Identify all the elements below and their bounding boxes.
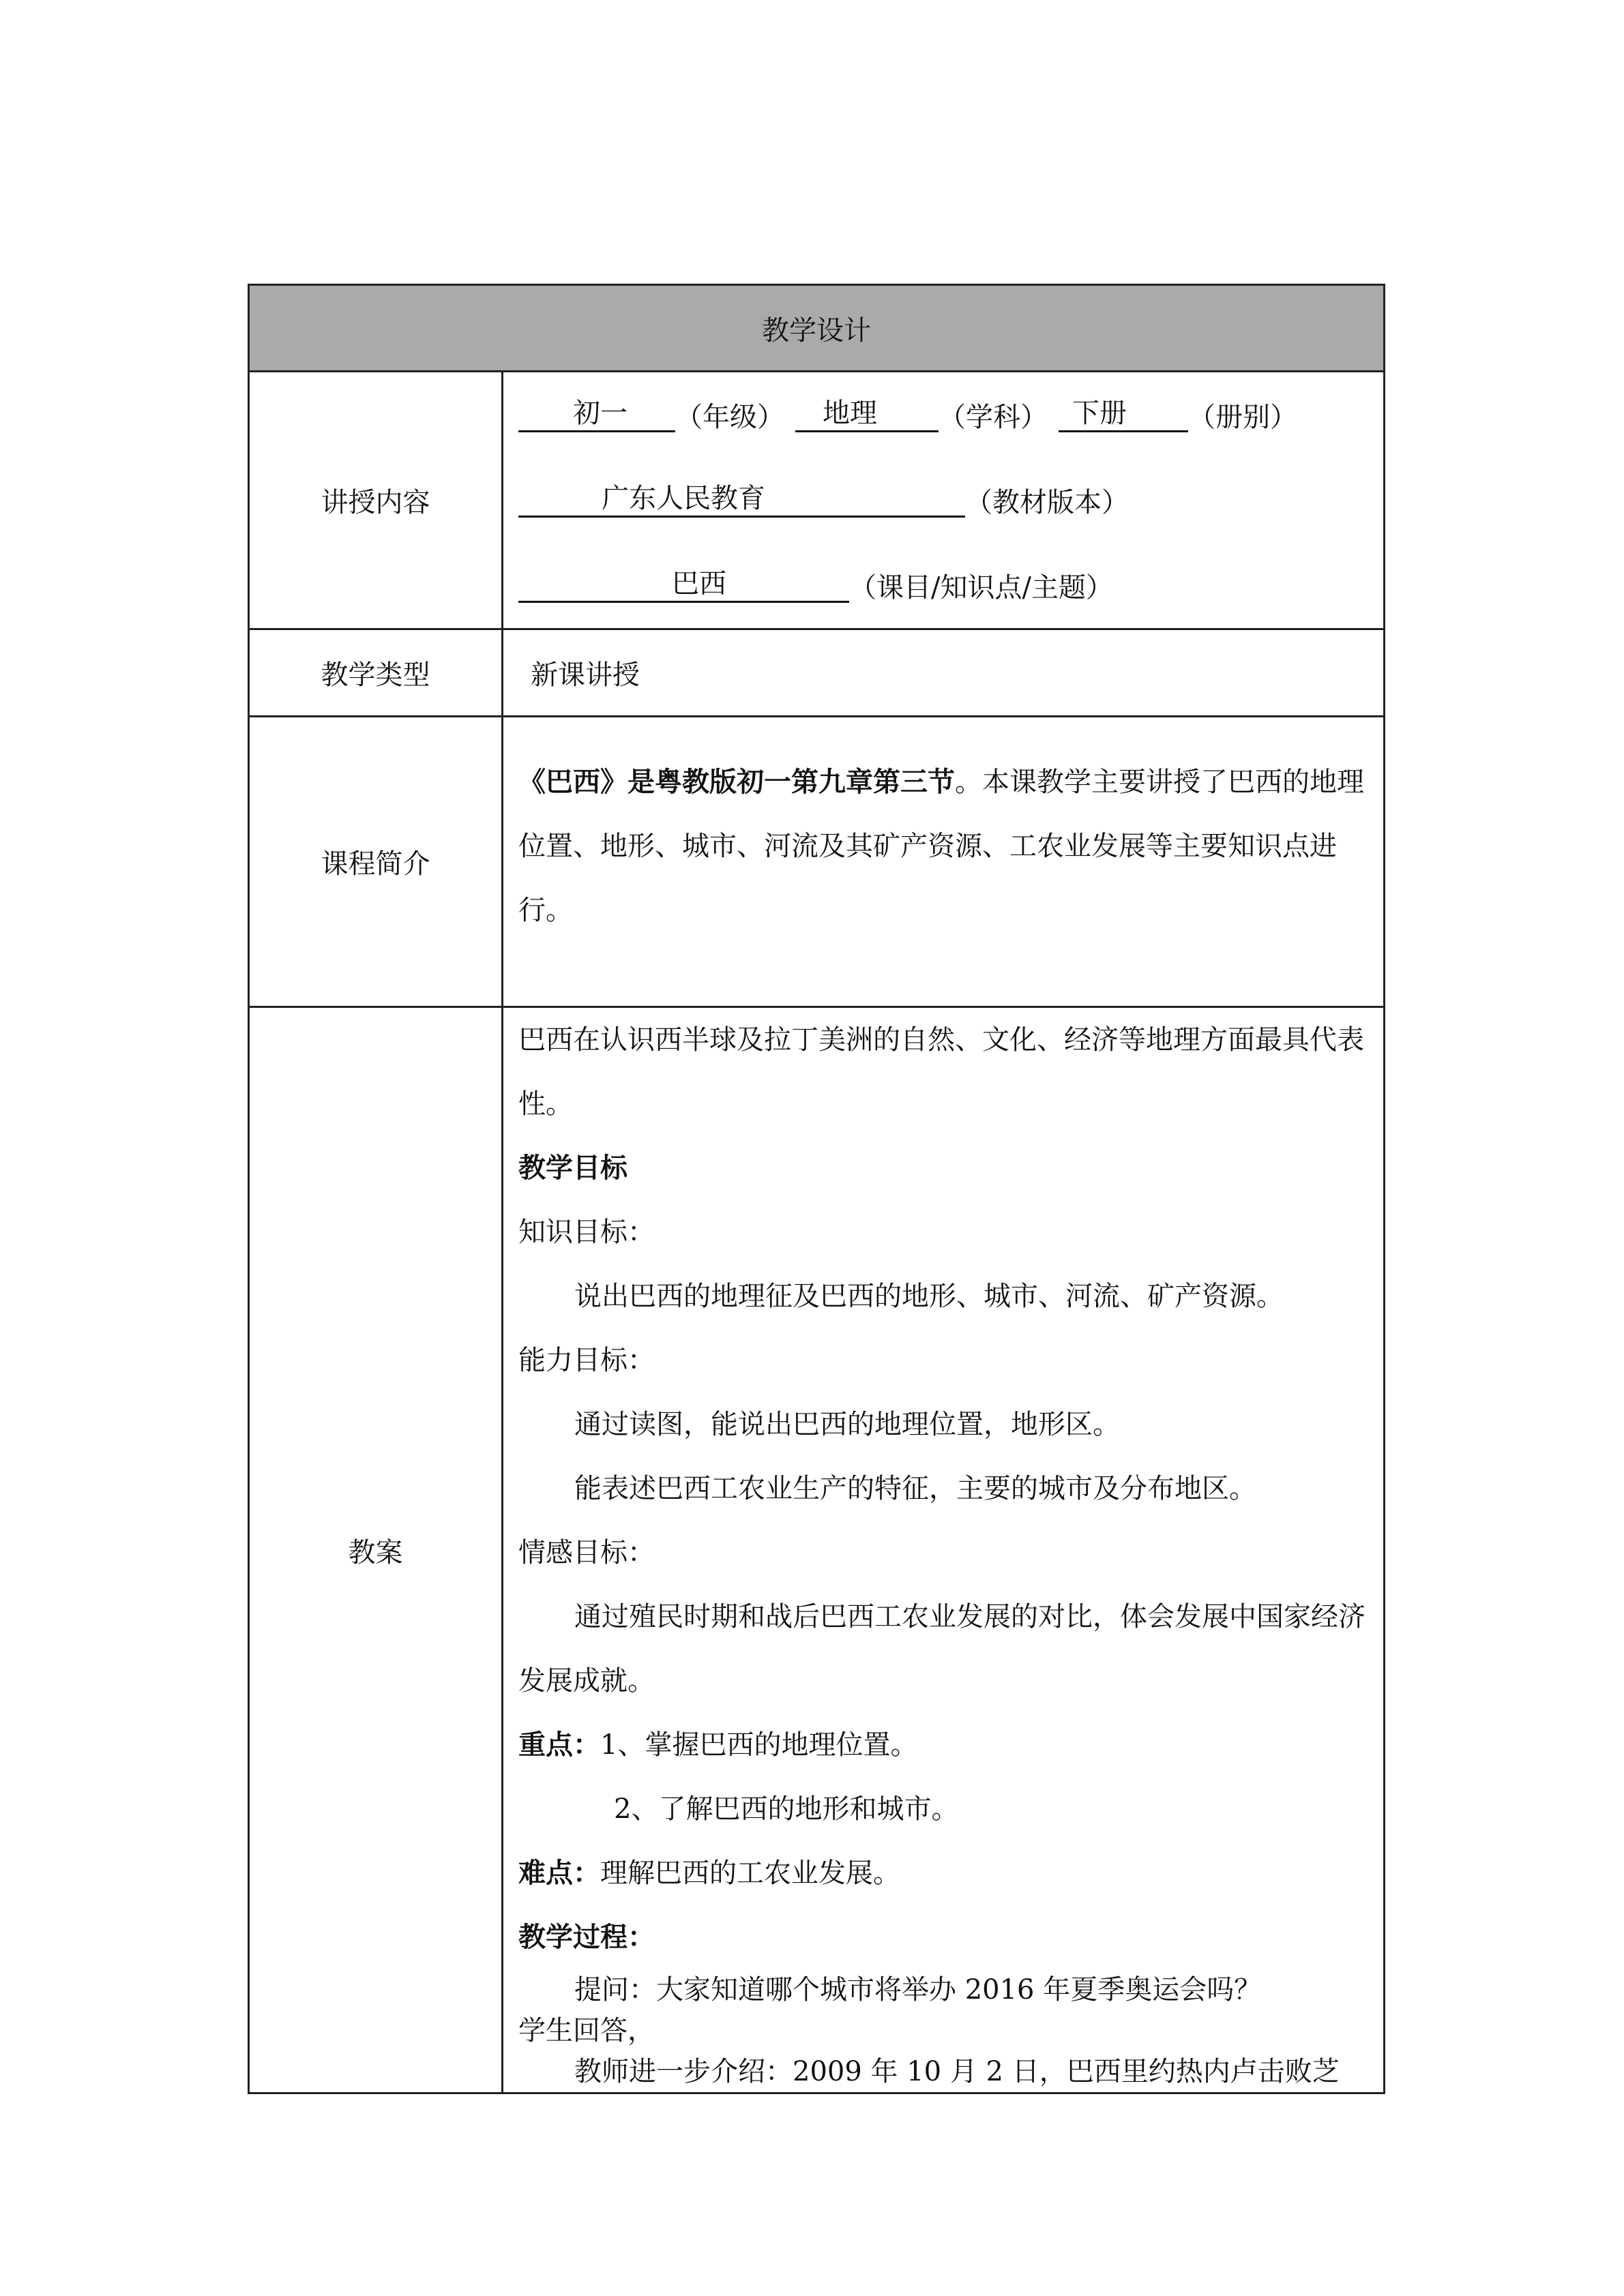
course-intro-bold: 《巴西》是粤教版初一第九章第三节 [518,766,955,798]
topic-suffix: （课目/知识点/主题） [849,572,1113,603]
key-text-2: 2、了解巴西的地形和城市。 [614,1793,959,1825]
teaching-type-label: 教学类型 [249,629,503,717]
teaching-content-row [249,372,1385,629]
grade-suffix: （年级） [675,402,784,433]
lesson-design-table [248,284,1385,2094]
ability-text-2: 能表述巴西工农业生产的特征，主要的城市及分布地区。 [574,1473,1256,1504]
emotion-text: 通过殖民时期和战后巴西工农业发展的对比，体会发展中国家经济发展成就。 [518,1601,1365,1697]
teaching-type-row [249,629,1385,717]
key-text-1: 1、掌握巴西的地理位置。 [600,1729,918,1761]
lesson-plan-row [249,1007,1385,2093]
textbook-value: 广东人民教育 [518,483,965,518]
header-row [249,285,1385,372]
course-intro-label: 课程简介 [249,717,503,1007]
teaching-type-value [503,629,1385,717]
table-title: 教学设计 [249,285,1385,372]
volume-suffix: （册别） [1188,402,1297,433]
course-intro-paragraph [518,750,1368,942]
grade-subject-line [518,372,1368,458]
knowledge-label: 知识目标： [518,1217,655,1248]
course-intro-row [249,717,1385,1007]
subject-suffix: （学科） [939,402,1048,433]
subject-value: 地理 [795,398,939,432]
course-intro-cell [503,717,1385,1007]
grade-value: 初一 [518,398,675,432]
key-point-1 [518,1713,1368,1777]
lesson-plan-label: 教案 [249,1007,503,2093]
volume-value: 下册 [1059,398,1188,432]
textbook-suffix: （教材版本） [965,487,1129,518]
ability-label: 能力目标： [518,1345,655,1376]
process-heading: 教学过程： [518,1921,655,1953]
emotion-label: 情感目标： [518,1537,655,1568]
topic-line [518,543,1368,628]
process-teacher: 教师进一步介绍：2009 年 10 月 2 日，巴西里约热内卢击败芝 [574,2056,1340,2087]
knowledge-text: 说出巴西的地理征及巴西的地形、城市、河流、矿产资源。 [574,1281,1284,1312]
lesson-intro: 巴西在认识西半球及拉丁美洲的自然、文化、经济等地理方面最具代表性。 [518,1024,1364,1120]
goals-heading: 教学目标 [518,1152,628,1184]
lesson-plan-cell [503,1007,1385,2093]
ability-text-1: 通过读图，能说出巴西的地理位置，地形区。 [574,1409,1120,1440]
process-question: 提问：大家知道哪个城市将举办 2016 年夏季奥运会吗？ [574,1974,1262,2006]
difficulty [518,1841,1368,1905]
key-label: 重点： [518,1729,600,1761]
textbook-line [518,458,1368,543]
course-intro-text: 。本课教学主要讲授了巴西的地理位置、地形、城市、河流及其矿产资源、工农业发展等主要知识点进行。 [518,766,1364,926]
process-answer: 学生回答， [518,2015,655,2046]
difficulty-text: 理解巴西的工农业发展。 [600,1858,900,1889]
teaching-content-label: 讲授内容 [249,372,503,629]
teaching-type-text: 新课讲授 [531,659,640,691]
topic-value: 巴西 [518,569,849,603]
teaching-content-cell [503,372,1385,629]
difficulty-label: 难点： [518,1857,600,1889]
